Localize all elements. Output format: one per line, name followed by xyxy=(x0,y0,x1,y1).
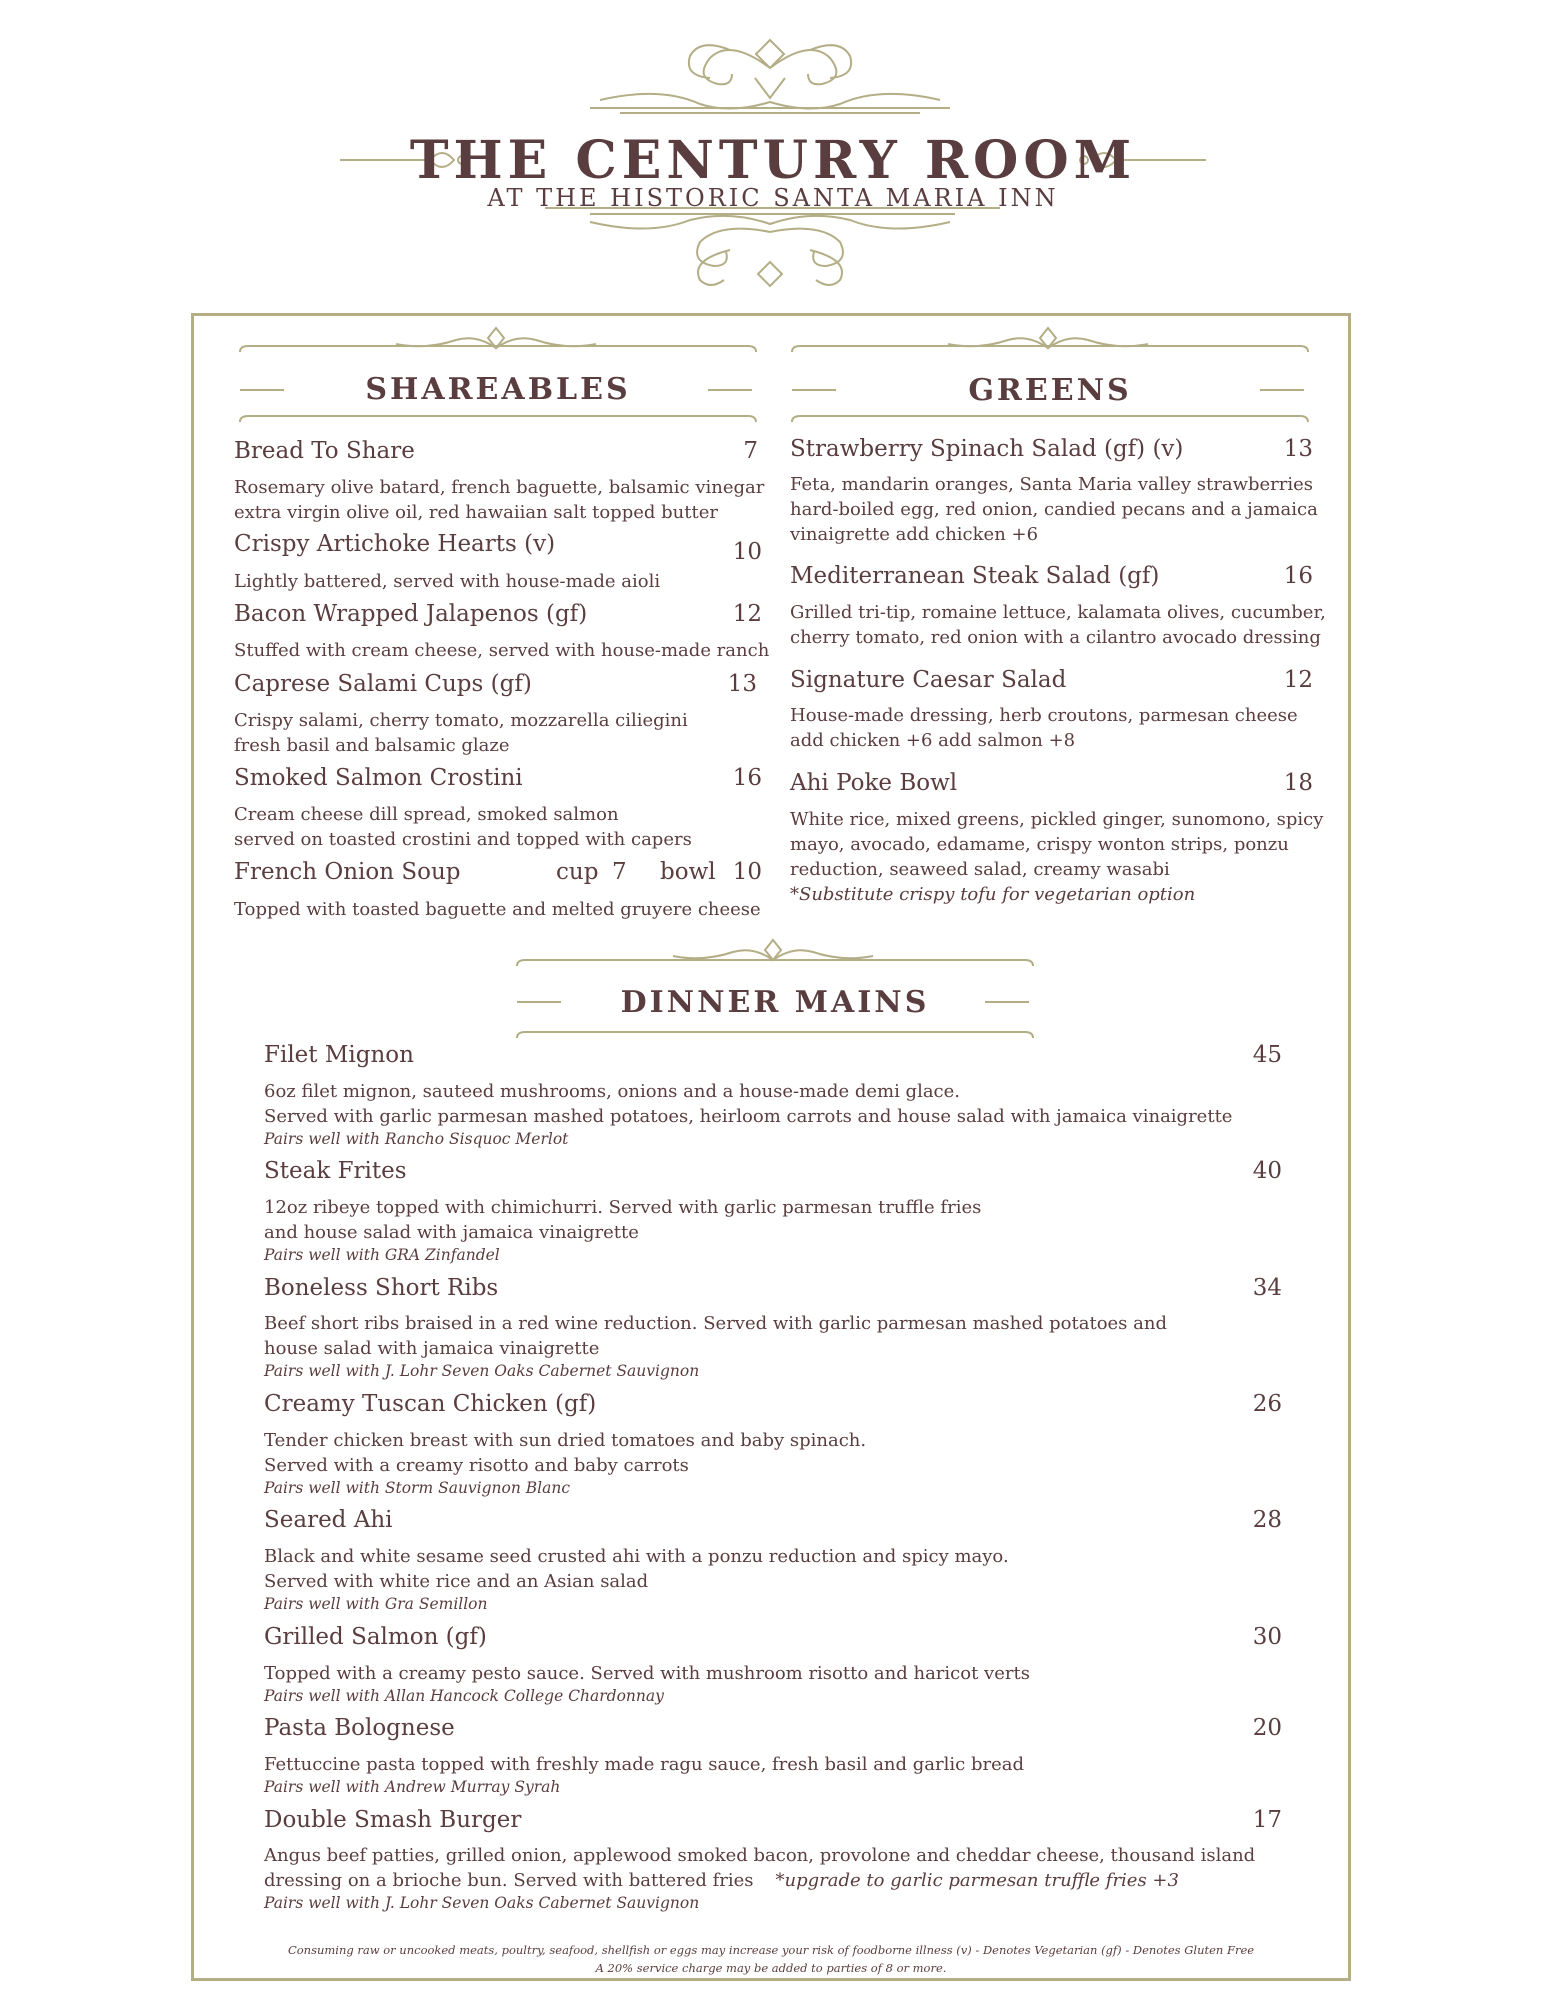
mains-item-price: 17 xyxy=(1252,1807,1282,1833)
desc-line: Stuffed with cream cheese, served with house-made ranch xyxy=(234,640,770,661)
desc-line: reduction, seaweed salad, creamy wasabi xyxy=(790,859,1170,880)
mains-item-desc xyxy=(264,1428,866,1498)
desc-line: add chicken +6 add salmon +8 xyxy=(790,730,1076,751)
shareables-item-desc xyxy=(234,475,764,525)
restaurant-subtitle: AT THE HISTORIC SANTA MARIA INN xyxy=(487,184,1059,212)
bowl-label: bowl xyxy=(660,859,716,885)
wine-pairing: Pairs well with Allan Hancock College Chardonnay xyxy=(264,1687,664,1705)
greens-item-name: Ahi Poke Bowl xyxy=(790,770,958,796)
greens-item-name: Mediterranean Steak Salad (gf) xyxy=(790,563,1160,589)
desc-line: Black and white sesame seed crusted ahi with a ponzu reduction and spicy mayo. xyxy=(264,1546,1009,1567)
mains-item-price: 20 xyxy=(1252,1715,1282,1741)
shareables-item-desc xyxy=(234,638,769,663)
mains-item-name: Steak Frites xyxy=(264,1158,407,1184)
desc-line: Feta, mandarin oranges, Santa Maria valley strawberries xyxy=(790,474,1314,495)
wine-pairing: Pairs well with GRA Zinfandel xyxy=(264,1246,500,1264)
wine-pairing: Pairs well with J. Lohr Seven Oaks Cabernet Sauvignon xyxy=(264,1362,700,1380)
mains-item-price: 34 xyxy=(1252,1275,1282,1301)
desc-line: extra virgin olive oil, red hawaiian salt topped butter xyxy=(234,502,718,523)
desc-line: fresh basil and balsamic glaze xyxy=(234,735,510,756)
shareables-item-name: Bacon Wrapped Jalapenos (gf) xyxy=(234,601,588,627)
upgrade-note: *upgrade to garlic parmesan truffle fries +3 xyxy=(775,1870,1179,1891)
shareables-item-name: Crispy Artichoke Hearts (v) xyxy=(234,531,556,557)
mains-heading: DINNER MAINS xyxy=(620,985,930,1020)
mains-item-price: 30 xyxy=(1252,1624,1282,1650)
wine-pairing: Pairs well with Storm Sauvignon Blanc xyxy=(264,1479,571,1497)
mains-item-desc xyxy=(264,1544,1009,1614)
vegetarian-note: *Substitute crispy tofu for vegetarian option xyxy=(790,884,1196,905)
desc-line: Served with garlic parmesan mashed potatoes, heirloom carrots and house salad with jamaica vinaigrette xyxy=(264,1106,1233,1127)
shareables-item-price: 10 xyxy=(732,539,762,565)
restaurant-title: THE CENTURY ROOM xyxy=(409,130,1137,191)
mains-item-name: Filet Mignon xyxy=(264,1042,414,1068)
mains-item-price: 28 xyxy=(1252,1507,1282,1533)
cup-label: cup xyxy=(556,859,599,885)
desc-line: Beef short ribs braised in a red wine reduction. Served with garlic parmesan mashed potatoes and xyxy=(264,1313,1167,1334)
wine-pairing: Pairs well with Andrew Murray Syrah xyxy=(264,1778,561,1796)
shareables-item-desc xyxy=(234,708,688,758)
mains-item-desc xyxy=(264,1079,1232,1149)
greens-item-desc xyxy=(790,600,1326,650)
desc-line: cherry tomato, red onion with a cilantro avocado dressing xyxy=(790,627,1321,648)
desc-line: and house salad with jamaica vinaigrette xyxy=(264,1222,639,1243)
desc-line: Served with a creamy risotto and baby carrots xyxy=(264,1455,689,1476)
mains-item-name: Double Smash Burger xyxy=(264,1807,522,1833)
mains-item-name: Boneless Short Ribs xyxy=(264,1275,499,1301)
greens-item-name: Signature Caesar Salad xyxy=(790,667,1067,693)
desc-line: Fettuccine pasta topped with freshly made ragu sauce, fresh basil and garlic bread xyxy=(264,1754,1024,1775)
mains-item-name: Grilled Salmon (gf) xyxy=(264,1624,487,1650)
desc-line: Topped with a creamy pesto sauce. Served with mushroom risotto and haricot verts xyxy=(264,1663,1030,1684)
mains-item-name: Seared Ahi xyxy=(264,1507,393,1533)
shareables-item-name: Bread To Share xyxy=(234,438,415,464)
greens-item-name: Strawberry Spinach Salad (gf) (v) xyxy=(790,436,1184,462)
shareables-item-desc xyxy=(234,897,761,922)
shareables-item-price: 7 xyxy=(743,438,758,464)
desc-line: Grilled tri-tip, romaine lettuce, kalamata olives, cucumber, xyxy=(790,602,1326,623)
shareables-item-desc xyxy=(234,569,660,594)
desc-line: Rosemary olive batard, french baguette, balsamic vinegar xyxy=(234,477,765,498)
desc-line: vinaigrette add chicken +6 xyxy=(790,524,1039,545)
desc-line: hard-boiled egg, red onion, candied pecans and a jamaica xyxy=(790,499,1318,520)
desc-line: Topped with toasted baguette and melted gruyere cheese xyxy=(234,899,761,920)
greens-item-price: 18 xyxy=(1283,770,1313,796)
shareables-heading: SHAREABLES xyxy=(365,372,631,407)
greens-item-desc xyxy=(790,472,1318,547)
desc-line: Served with white rice and an Asian salad xyxy=(264,1571,649,1592)
greens-item-price: 12 xyxy=(1283,667,1313,693)
desc-line-main: dressing on a brioche bun. Served with battered fries xyxy=(264,1870,754,1891)
greens-item-desc xyxy=(790,703,1298,753)
shareables-item-price: 16 xyxy=(732,765,762,791)
service-charge-notice: A 20% service charge may be added to parties of 8 or more. xyxy=(595,1961,947,1975)
greens-item-price: 13 xyxy=(1283,436,1313,462)
mains-item-desc xyxy=(264,1311,1167,1381)
wine-pairing: Pairs well with Rancho Sisquoc Merlot xyxy=(264,1130,569,1148)
shareables-item-name: Smoked Salmon Crostini xyxy=(234,765,523,791)
mains-item-name: Creamy Tuscan Chicken (gf) xyxy=(264,1391,597,1417)
desc-line: Crispy salami, cherry tomato, mozzarella ciliegini xyxy=(234,710,688,731)
shareables-item-price: 12 xyxy=(732,601,762,627)
mains-item-price: 40 xyxy=(1252,1158,1282,1184)
mains-item-desc xyxy=(264,1843,1255,1913)
mains-item-desc xyxy=(264,1661,1030,1706)
desc-line: mayo, avocado, edamame, crispy wonton strips, ponzu xyxy=(790,834,1289,855)
mains-item-price: 45 xyxy=(1252,1042,1282,1068)
desc-line: house salad with jamaica vinaigrette xyxy=(264,1338,600,1359)
wine-pairing: Pairs well with Gra Semillon xyxy=(264,1595,488,1613)
desc-line xyxy=(264,1868,1255,1893)
desc-line: House-made dressing, herb croutons, parmesan cheese xyxy=(790,705,1298,726)
bowl-price: 10 xyxy=(732,859,762,885)
mains-item-price: 26 xyxy=(1252,1391,1282,1417)
shareables-item-name: Caprese Salami Cups (gf) xyxy=(234,671,532,697)
greens-item-price: 16 xyxy=(1283,563,1313,589)
mains-item-desc xyxy=(264,1195,981,1265)
desc-line: Lightly battered, served with house-made aioli xyxy=(234,571,661,592)
desc-line: served on toasted crostini and topped with capers xyxy=(234,829,692,850)
shareables-item-price: 13 xyxy=(727,671,757,697)
desc-line: White rice, mixed greens, pickled ginger, sunomono, spicy xyxy=(790,809,1324,830)
cup-price: 7 xyxy=(612,859,627,885)
shareables-item-name: French Onion Soup xyxy=(234,859,461,885)
desc-line: 6oz filet mignon, sauteed mushrooms, onions and a house-made demi glace. xyxy=(264,1081,961,1102)
greens-heading: GREENS xyxy=(968,373,1132,408)
food-safety-notice: Consuming raw or uncooked meats, poultry, seafood, shellfish or eggs may increase your risk of foodborne illness (v) - Denotes Vegetarian (gf) - Denotes Gluten Free xyxy=(287,1943,1255,1957)
desc-line: 12oz ribeye topped with chimichurri. Served with garlic parmesan truffle fries xyxy=(264,1197,982,1218)
desc-line: Tender chicken breast with sun dried tomatoes and baby spinach. xyxy=(264,1430,867,1451)
greens-item-desc xyxy=(790,807,1323,907)
mains-item-desc xyxy=(264,1752,1024,1797)
shareables-item-desc xyxy=(234,802,692,852)
desc-line: Angus beef patties, grilled onion, applewood smoked bacon, provolone and cheddar cheese, thousand island xyxy=(264,1845,1256,1866)
mains-item-name: Pasta Bolognese xyxy=(264,1715,455,1741)
wine-pairing: Pairs well with J. Lohr Seven Oaks Cabernet Sauvignon xyxy=(264,1894,700,1912)
desc-line: Cream cheese dill spread, smoked salmon xyxy=(234,804,619,825)
